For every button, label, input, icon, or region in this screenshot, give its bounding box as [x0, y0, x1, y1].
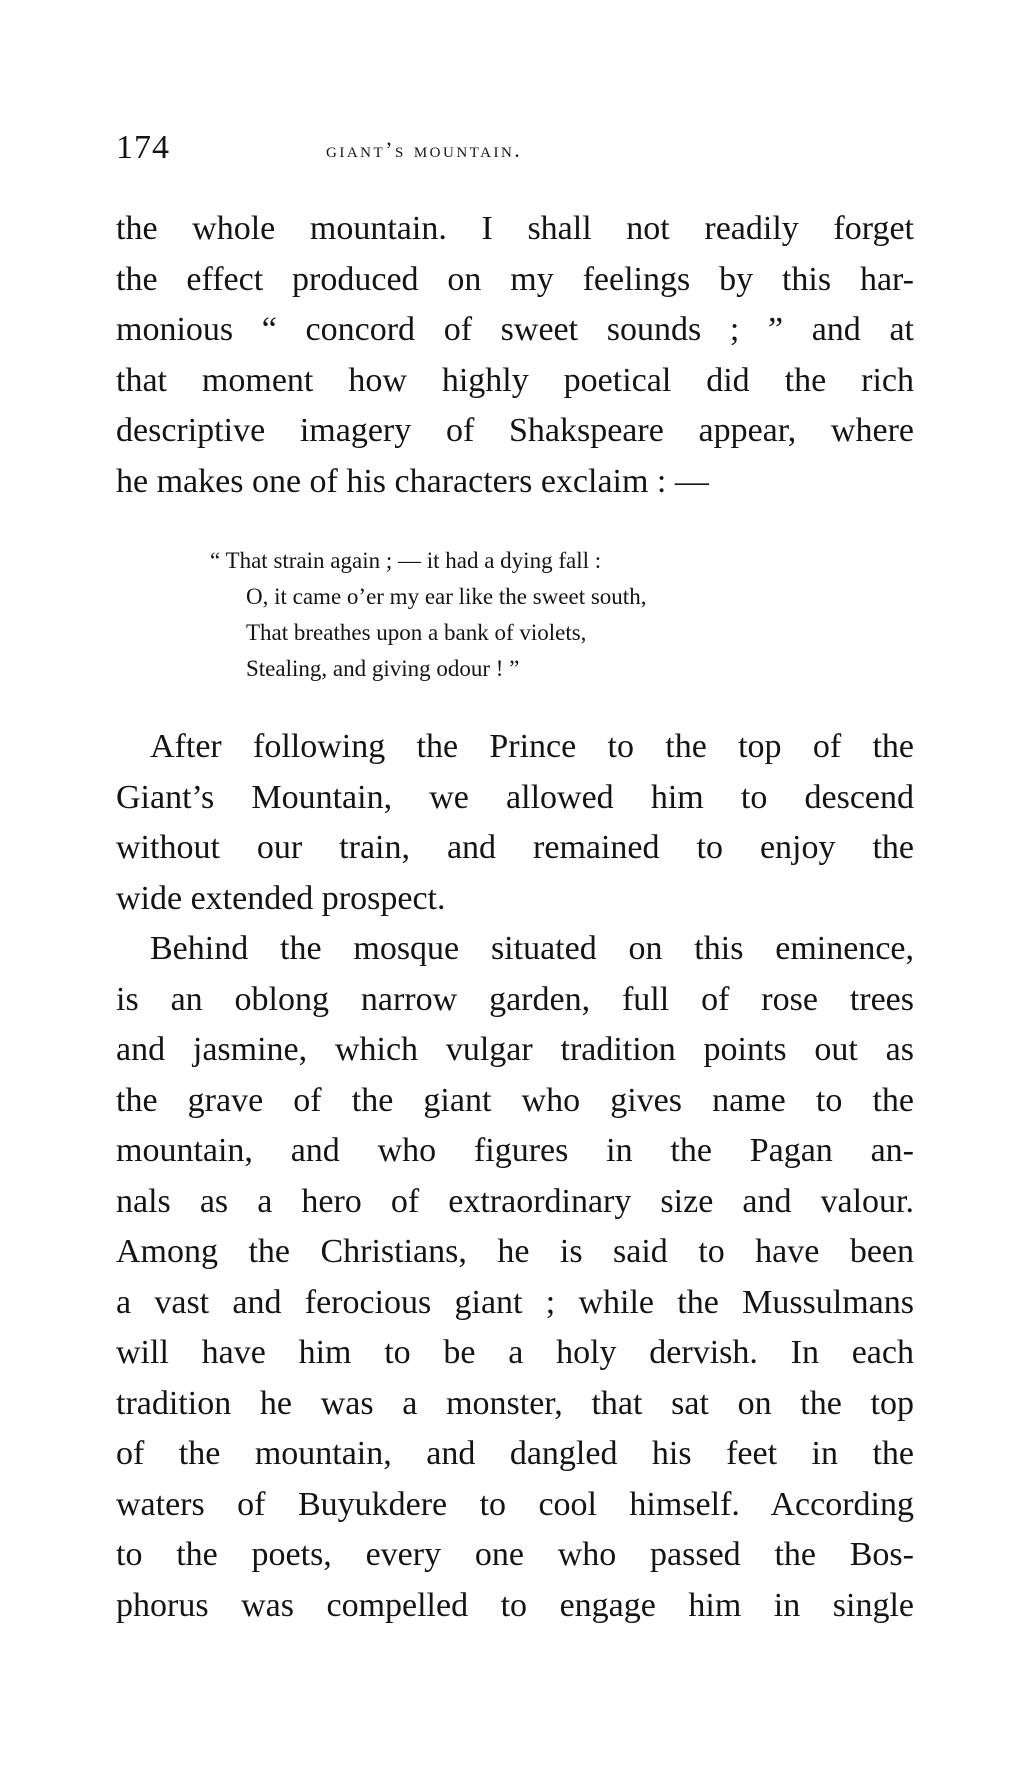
- verse-line: “ That strain again ; — it had a dying fall :: [210, 548, 602, 573]
- paragraph-1: [116, 204, 914, 507]
- text-line: descriptive imagery of Shakspeare appear, where: [116, 412, 914, 449]
- text-line: without our train, and remained to enjoy the: [116, 829, 914, 866]
- text-line: to the poets, every one who passed the Bos-: [116, 1536, 914, 1573]
- paragraph-2: [116, 722, 914, 924]
- text-line: that moment how highly poetical did the rich: [116, 361, 914, 399]
- running-title: giant’s mountain.: [326, 137, 523, 162]
- text-line: the grave of the giant who gives name to the: [116, 1081, 914, 1119]
- page-number: 174: [116, 129, 170, 166]
- text-line: wide extended prospect.: [116, 879, 446, 917]
- verse-quotation: [210, 543, 646, 687]
- paragraph-3: [116, 924, 914, 1631]
- text-line: tradition he was a monster, that sat on the top: [116, 1384, 914, 1422]
- text-line: Among the Christians, he is said to have been: [116, 1233, 914, 1270]
- text-line: phorus was compelled to engage him in single: [116, 1586, 914, 1624]
- verse-line: O, it came o’er my ear like the sweet south,: [246, 584, 647, 609]
- text-line: monious “ concord of sweet sounds ; ” and at: [116, 311, 914, 348]
- text-line: Behind the mosque situated on this eminence,: [150, 930, 914, 967]
- text-line: After following the Prince to the top of the: [150, 728, 914, 765]
- verse-line: That breathes upon a bank of violets,: [246, 620, 587, 645]
- text-line: will have him to be a holy dervish. In each: [116, 1334, 914, 1371]
- text-line: nals as a hero of extraordinary size and valour.: [116, 1182, 914, 1220]
- text-line: waters of Buyukdere to cool himself. According: [116, 1485, 914, 1523]
- running-head: [116, 128, 916, 168]
- text-line: Giant’s Mountain, we allowed him to descend: [116, 778, 914, 816]
- text-line: is an oblong narrow garden, full of rose trees: [116, 980, 914, 1018]
- text-line: mountain, and who figures in the Pagan an-: [116, 1132, 914, 1169]
- text-line: of the mountain, and dangled his feet in the: [116, 1435, 914, 1472]
- text-line: he makes one of his characters exclaim : —: [116, 462, 709, 500]
- verse-line: Stealing, and giving odour ! ”: [246, 656, 520, 681]
- text-line: the whole mountain. I shall not readily forget: [116, 210, 914, 247]
- text-line: the effect produced on my feelings by this har-: [116, 260, 914, 298]
- text-line: a vast and ferocious giant ; while the Mussulmans: [116, 1283, 914, 1321]
- text-line: and jasmine, which vulgar tradition points out as: [116, 1031, 914, 1068]
